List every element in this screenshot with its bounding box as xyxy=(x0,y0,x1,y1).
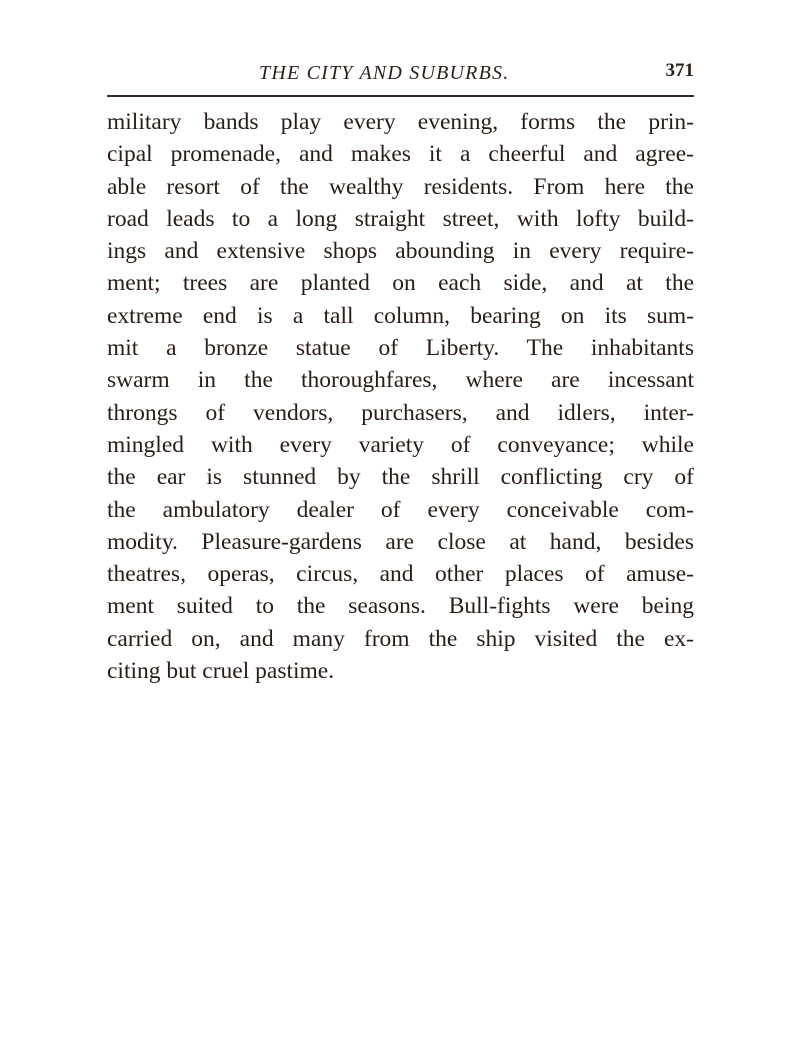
text-line: ment; trees are planted on each side, and at the xyxy=(107,270,694,297)
text-line: citing but cruel pastime. xyxy=(107,658,335,685)
text-line: modity. Pleasure-gardens are close at hand, besides xyxy=(107,528,694,555)
text-line: mit a bronze statue of Liberty. The inhabitants xyxy=(107,335,694,362)
text-line: the ambulatory dealer of every conceivable com- xyxy=(107,496,694,523)
text-line: ings and extensive shops abounding in every require- xyxy=(107,238,694,265)
text-line: mingled with every variety of conveyance; while xyxy=(107,431,694,458)
text-line: throngs of vendors, purchasers, and idlers, inter- xyxy=(107,399,694,426)
text-line: the ear is stunned by the shrill conflicting cry of xyxy=(107,464,694,491)
text-line: ment suited to the seasons. Bull-fights were being xyxy=(107,593,694,620)
page-number: 371 xyxy=(665,60,694,81)
text-line: military bands play every evening, forms the prin- xyxy=(107,109,694,135)
text-line: extreme end is a tall column, bearing on its sum- xyxy=(107,302,694,329)
text-line: cipal promenade, and makes it a cheerful and agree- xyxy=(107,141,694,168)
header-rule xyxy=(107,95,694,97)
text-line: theatres, operas, circus, and other places of amuse- xyxy=(107,561,694,588)
text-line: carried on, and many from the ship visited the ex- xyxy=(107,625,694,652)
text-line: road leads to a long straight street, with lofty build- xyxy=(107,205,694,232)
text-line: able resort of the wealthy residents. From here the xyxy=(107,173,694,200)
body-paragraph xyxy=(107,106,694,687)
running-title: THE CITY AND SUBURBS. xyxy=(259,62,510,84)
text-line: swarm in the thoroughfares, where are incessant xyxy=(107,367,694,394)
running-head xyxy=(107,58,694,88)
